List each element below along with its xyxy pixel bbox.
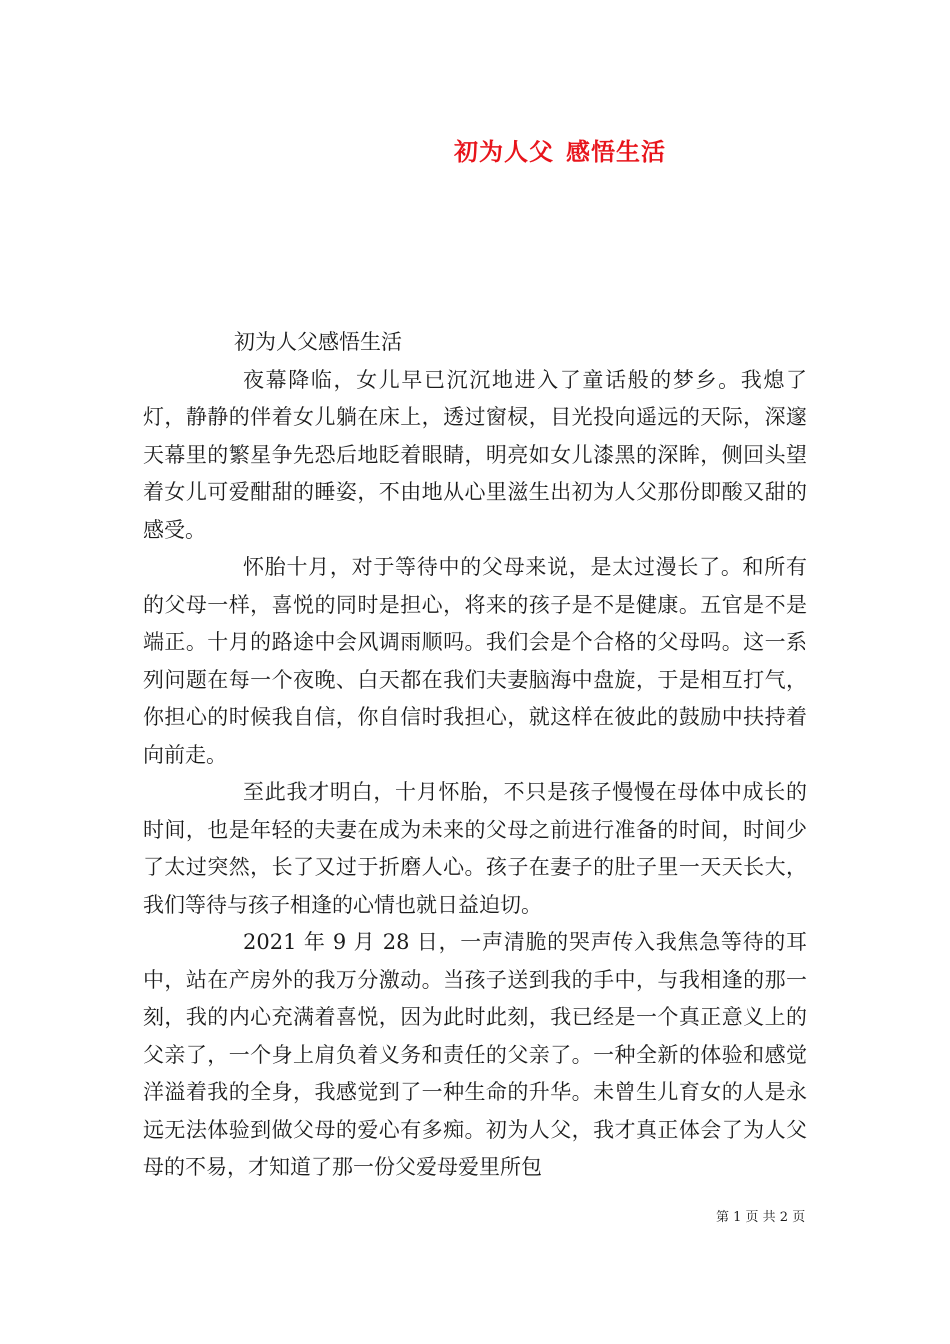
document-subtitle: 初为人父感悟生活 [234, 330, 402, 354]
page-number-footer: 第 1 页 共 2 页 [716, 1210, 806, 1225]
document-title [0, 132, 950, 167]
paragraph-1: 夜幕降临，女儿早已沉沉地进入了童话般的梦乡。我熄了灯，静静的伴着女儿躺在床上，透过窗棂，目光投向遥远的天际，深邃天幕里的繁星争先恐后地眨着眼睛，明亮如女儿漆黑的深眸，侧回头望着女儿可爱酣甜的睡姿，不由地从心里滋生出初为人父那份即酸又甜的感受。 [143, 367, 807, 542]
document-title-part2: 感悟生活 [566, 137, 666, 166]
document-body [143, 324, 807, 1187]
paragraph-3: 至此我才明白，十月怀胎，不只是孩子慢慢在母体中成长的时间，也是年轻的夫妻在成为未来的父母之前进行准备的时间，时间少了太过突然，长了又过于折磨人心。孩子在妻子的肚子里一天天长大，我们等待与孩子相逢的心情也就日益迫切。 [143, 780, 807, 917]
document-title-part1: 初为人父 [454, 137, 554, 166]
paragraph-4: 2021 年 9 月 28 日，一声清脆的哭声传入我焦急等待的耳中，站在产房外的我万分激动。当孩子送到我的手中，与我相逢的那一刻，我的内心充满着喜悦，因为此时此刻，我已经是一个真正意义上的父亲了，一个身上肩负着义务和责任的父亲了。一种全新的体验和感觉洋溢着我的全身，我感觉到了一种生命的升华。未曾生儿育女的人是永远无法体验到做父母的爱心有多痴。初为人父，我才真正体会了为人父母的不易，才知道了那一份父爱母爱里所包 [143, 930, 807, 1179]
paragraph-2: 怀胎十月，对于等待中的父母来说，是太过漫长了。和所有的父母一样，喜悦的同时是担心，将来的孩子是不是健康。五官是不是端正。十月的路途中会风调雨顺吗。我们会是个合格的父母吗。这一系列问题在每一个夜晚、白天都在我们夫妻脑海中盘旋，于是相互打气，你担心的时候我自信，你自信时我担心，就这样在彼此的鼓励中扶持着向前走。 [143, 555, 807, 767]
